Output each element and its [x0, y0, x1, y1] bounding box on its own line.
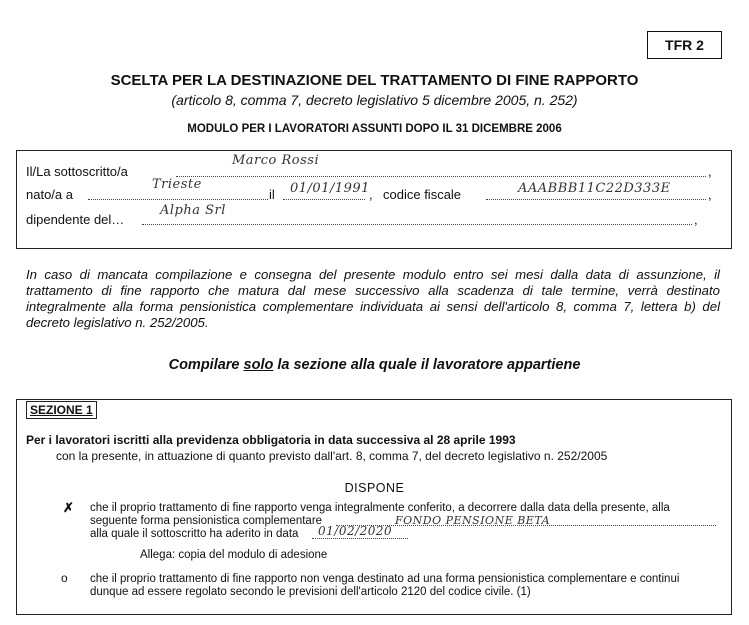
born-label: nato/a a — [26, 187, 73, 202]
option-1-checkbox[interactable]: ✗ — [63, 500, 74, 515]
option-1-text-line-2: seguente forma pensionistica complementare — [90, 515, 323, 527]
tax-code-dotted-line — [486, 199, 706, 200]
date-dotted-line — [283, 199, 365, 200]
pension-fund-field[interactable]: FONDO PENSIONE BETA — [395, 514, 551, 527]
comma: , — [694, 212, 698, 227]
tax-code-field[interactable]: AAABBB11C22D333E — [518, 181, 671, 196]
document-title: SCELTA PER LA DESTINAZIONE DEL TRATTAMENTO DI FINE RAPPORTO — [110, 72, 639, 89]
birth-date-field[interactable]: 01/01/1991 — [290, 181, 370, 196]
employer-dotted-line — [142, 224, 692, 225]
notice-paragraph: In caso di mancata compilazione e consegna del presente modulo entro sei mesi dalla data di assunzione, il trattamento di fine rapporto che matura dal mese successivo alla scadenza di tale termine, verrà destinato integralmente alla forma pensionistica complementare individuata ai sensi dell'articolo 8, comma 7, lettera b) del decreto legislativo n. 252/2005. — [26, 267, 720, 330]
comma: , — [708, 164, 712, 179]
section-heading: Per i lavoratori iscritti alla previdenza obbligatoria in data successiva al 28 aprile 1993 — [26, 433, 516, 447]
option-1-text-line-3: alla quale il sottoscritto ha aderito in data — [90, 528, 299, 540]
tax-code-label: codice fiscale — [383, 187, 462, 202]
form-code: TFR 2 — [665, 37, 704, 53]
comma: , — [369, 187, 373, 202]
born-place-field[interactable]: Trieste — [152, 177, 202, 192]
undersigned-field[interactable]: Marco Rossi — [232, 153, 320, 168]
option-2-text-line-1: che il proprio trattamento di fine rapporto non venga destinato ad una forma pensionistica complementare e continui — [90, 573, 680, 585]
attachment-note: Allega: copia del modulo di adesione — [140, 549, 328, 561]
dispone-heading: DISPONE — [344, 481, 405, 495]
option-2-text-line-2: dunque ad essere regolato secondo le previsioni dell'articolo 2120 del codice civile. (1) — [90, 586, 531, 598]
born-place-dotted-line — [88, 199, 268, 200]
section-intro: con la presente, in attuazione di quanto previsto dall'art. 8, comma 7, del decreto legislativo n. 252/2005 — [56, 449, 608, 463]
document-subtitle: (articolo 8, comma 7, decreto legislativo 5 dicembre 2005, n. 252) — [171, 92, 578, 108]
option-1-text-line-1: che il proprio trattamento di fine rapporto venga integralmente conferito, a decorrere dalla data della presente, alla — [90, 502, 670, 514]
comma: , — [708, 187, 712, 202]
date-label: il — [269, 187, 275, 202]
module-title: MODULO PER I LAVORATORI ASSUNTI DOPO IL 31 DICEMBRE 2006 — [187, 123, 562, 135]
section-label: SEZIONE 1 — [26, 401, 97, 419]
form-code-box — [647, 31, 722, 59]
undersigned-label: Il/La sottoscritto/a — [26, 164, 128, 179]
employer-label: dipendente del… — [26, 212, 125, 227]
instruction-line — [0, 357, 749, 373]
option-2-checkbox[interactable]: o — [61, 571, 68, 585]
instruction-before: Compilare — [168, 357, 244, 373]
employer-field[interactable]: Alpha Srl — [160, 203, 226, 218]
instruction-after: la sezione alla quale il lavoratore appartiene — [273, 357, 581, 373]
adhesion-date-dotted-line — [312, 538, 408, 539]
undersigned-dotted-line — [176, 176, 706, 177]
instruction-emphasis: solo — [243, 357, 274, 373]
adhesion-date-field[interactable]: 01/02/2020 — [318, 524, 393, 538]
